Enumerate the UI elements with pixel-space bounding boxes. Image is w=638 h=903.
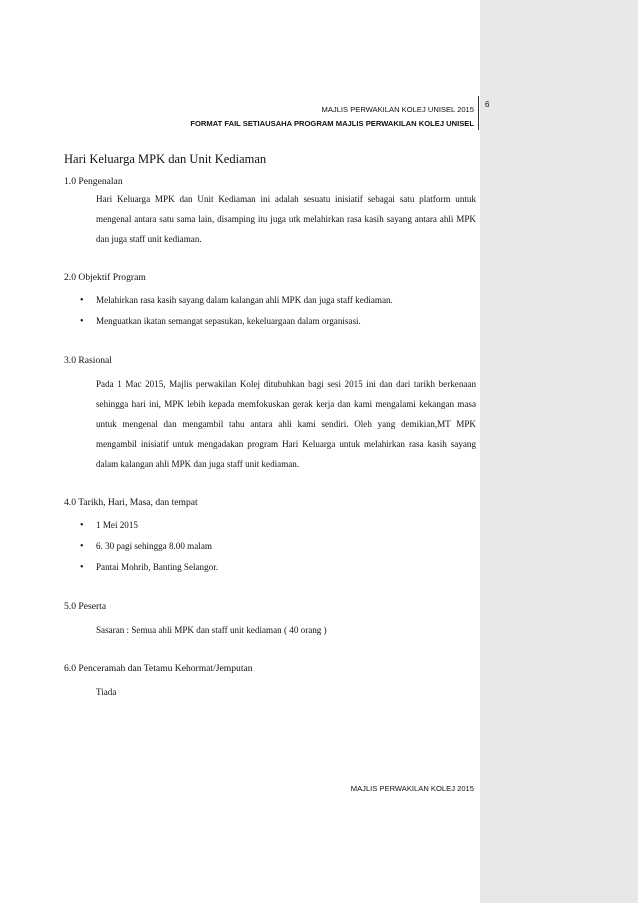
section-heading-objektif: 2.0 Objektif Program <box>64 272 146 283</box>
section-text-pengenalan: Hari Keluarga MPK dan Unit Kediaman ini adalah sesuatu inisiatif sebagai satu platform untuk mengenal antara satu sama lain, disamping itu juga utk melahirkan rasa kasih sayang antara ahli MPK dan juga staff unit kediaman. <box>96 194 476 244</box>
section-heading-penceramah: 6.0 Penceramah dan Tetamu Kehormat/Jemputan <box>64 663 253 674</box>
list-item: • 1 Mei 2015 <box>64 515 476 536</box>
list-item: • 6. 30 pagi sehingga 8.00 malam <box>64 536 476 557</box>
header-line-1: MAJLIS PERWAKILAN KOLEJ UNISEL 2015 <box>321 105 474 114</box>
section-text-penceramah: Tiada <box>96 687 117 697</box>
page-footer: MAJLIS PERWAKILAN KOLEJ 2015 <box>350 784 474 793</box>
page-header <box>190 103 474 131</box>
page-number: 6 <box>478 96 500 130</box>
list-item: • Pantai Mohrib, Banting Selangor. <box>64 557 476 578</box>
section-heading-peserta: 5.0 Peserta <box>64 601 107 612</box>
document-body <box>64 152 476 702</box>
header-line-2: FORMAT FAIL SETIAUSAHA PROGRAM MAJLIS PERWAKILAN KOLEJ UNISEL <box>190 119 474 128</box>
section-heading-rasional: 3.0 Rasional <box>64 355 112 366</box>
section-heading-tarikh: 4.0 Tarikh, Hari, Masa, dan tempat <box>64 497 198 508</box>
objektif-list <box>64 290 476 332</box>
list-item: • Menguatkan ikatan semangat sepasukan, kekeluargaan dalam organisasi. <box>64 311 476 332</box>
section-text-peserta: Sasaran : Semua ahli MPK dan staff unit kediaman ( 40 orang ) <box>96 625 327 635</box>
section-text-rasional: Pada 1 Mac 2015, Majlis perwakilan Kolej ditubuhkan bagi sesi 2015 ini dan dari tarikh berkenaan sehingga hari ini, MPK lebih kepada memfokuskan gerak kerja dan kami mengalami kekangan masa untuk mengenal dan mengambil tahu antara ahli kami sendiri. Oleh yang demikian,MT MPK mengambil inisiatif untuk mengadakan program Hari Keluarga untuk melahirkan rasa kasih sayang dalam kalangan ahli MPK dan juga staff unit kediaman. <box>96 379 476 469</box>
tarikh-list <box>64 515 476 578</box>
document-title: Hari Keluarga MPK dan Unit Kediaman <box>64 152 267 166</box>
section-heading-pengenalan: 1.0 Pengenalan <box>64 176 123 187</box>
comment-margin-pane <box>480 0 638 903</box>
list-item: • Melahirkan rasa kasih sayang dalam kalangan ahli MPK dan juga staff kediaman. <box>64 290 476 311</box>
